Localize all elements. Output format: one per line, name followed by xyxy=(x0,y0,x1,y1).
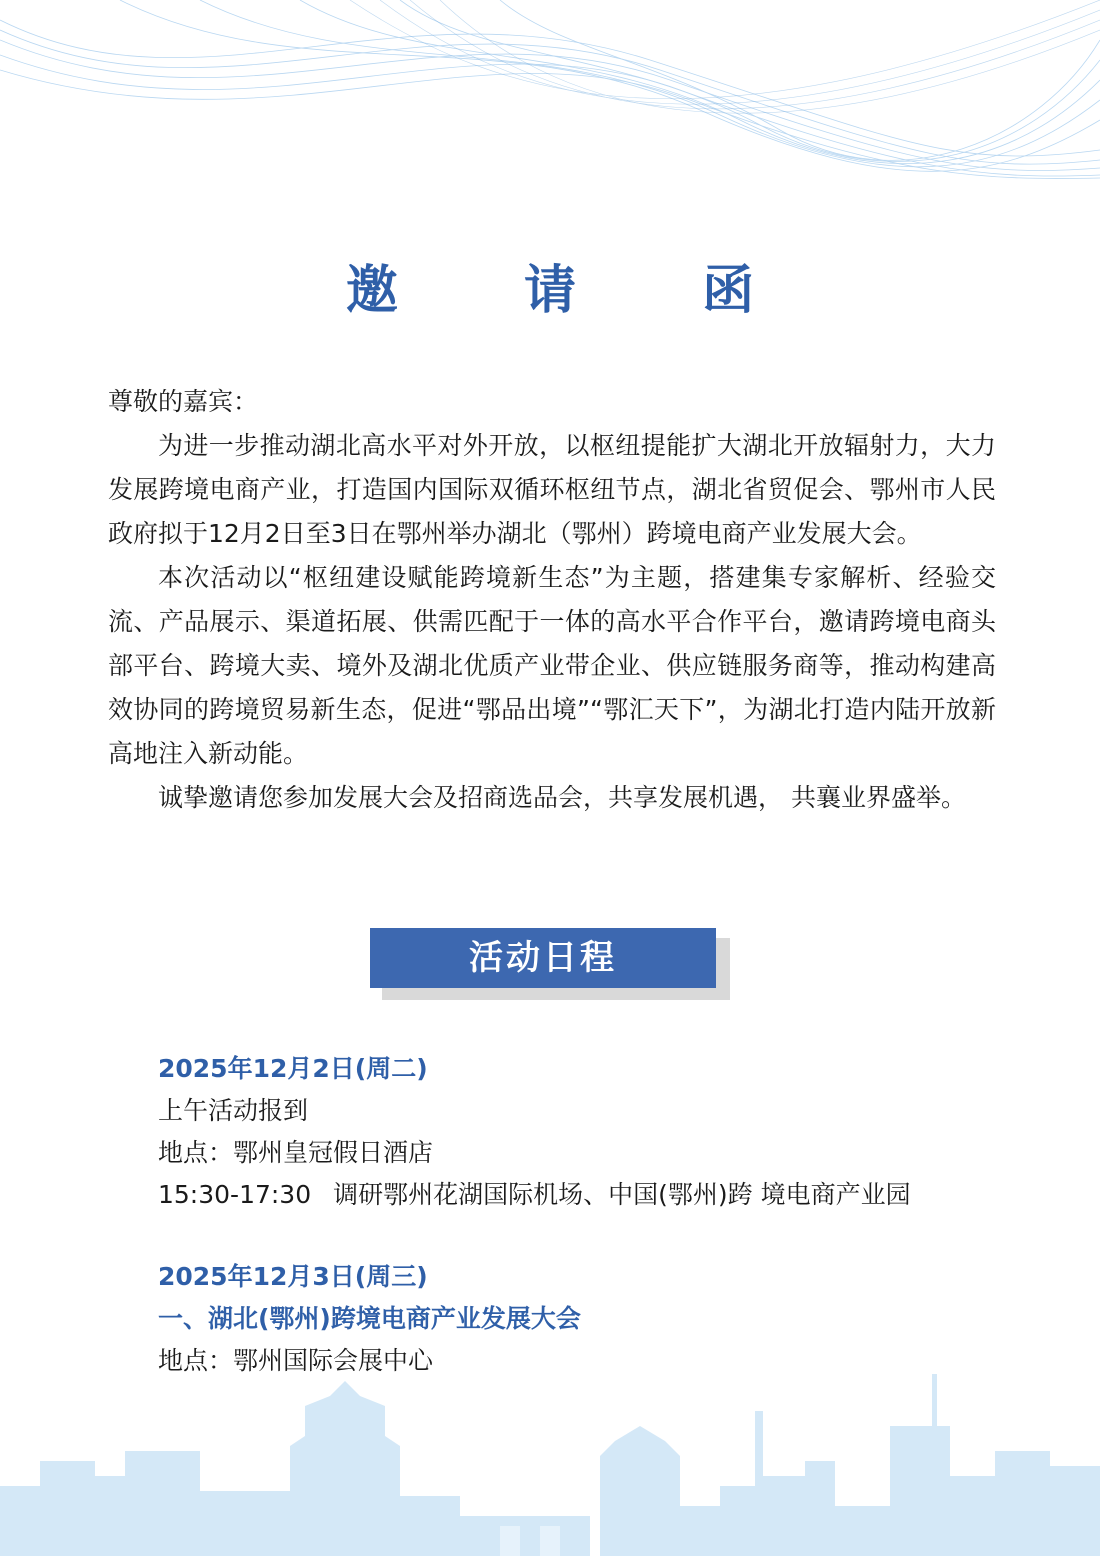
paragraph-2: 本次活动以“枢纽建设赋能跨境新生态”为主题，搭建集专家解析、经验交流、产品展示、渠道拓展、供需匹配于一体的高水平合作平台，邀请跨境电商头部平台、跨境大卖、境外及湖北优质产业带企业、供应链服务商等，推动构建高效协同的跨境贸易新生态，促进“鄂品出境”“鄂汇天下”，为湖北打造内陆开放新高地注入新动能。 xyxy=(108,563,996,768)
day1-activity: 调研鄂州花湖国际机场、中国(鄂州)跨 境电商产业园 xyxy=(333,1180,911,1209)
paragraph-3: 诚挚邀请您参加发展大会及招商选品会，共享发展机遇， 共襄业界盛举。 xyxy=(158,783,966,812)
paragraph-1: 为进一步推动湖北高水平对外开放，以枢纽提能扩大湖北开放辐射力，大力发展跨境电商产业，打造国内国际双循环枢纽节点，湖北省贸促会、鄂州市人民政府拟于12月2日至3日在鄂州举办湖北（鄂州）跨境电商产业发展大会。 xyxy=(108,431,996,548)
day2-location: 地点：鄂州国际会展中心 xyxy=(158,1346,434,1375)
page-title: 邀 请 函 xyxy=(345,261,809,321)
decorative-wave xyxy=(0,0,1100,180)
day1-date: 2025年12月2日(周二) xyxy=(158,1054,428,1083)
city-skyline xyxy=(0,1366,1100,1556)
day1-time: 15:30-17:30 xyxy=(158,1180,312,1209)
schedule-banner xyxy=(370,928,730,1000)
schedule-list xyxy=(158,1048,1018,1382)
day2-event: 一、湖北(鄂州)跨境电商产业发展大会 xyxy=(158,1304,581,1333)
invitation-letter xyxy=(108,380,996,820)
day1-activity-row xyxy=(158,1174,1018,1216)
day1-location: 地点：鄂州皇冠假日酒店 xyxy=(158,1138,434,1167)
day2-date: 2025年12月3日(周三) xyxy=(158,1262,428,1291)
day1-checkin: 上午活动报到 xyxy=(158,1096,309,1125)
schedule-heading: 活动日程 xyxy=(370,928,716,988)
salutation: 尊敬的嘉宾： xyxy=(108,387,259,416)
